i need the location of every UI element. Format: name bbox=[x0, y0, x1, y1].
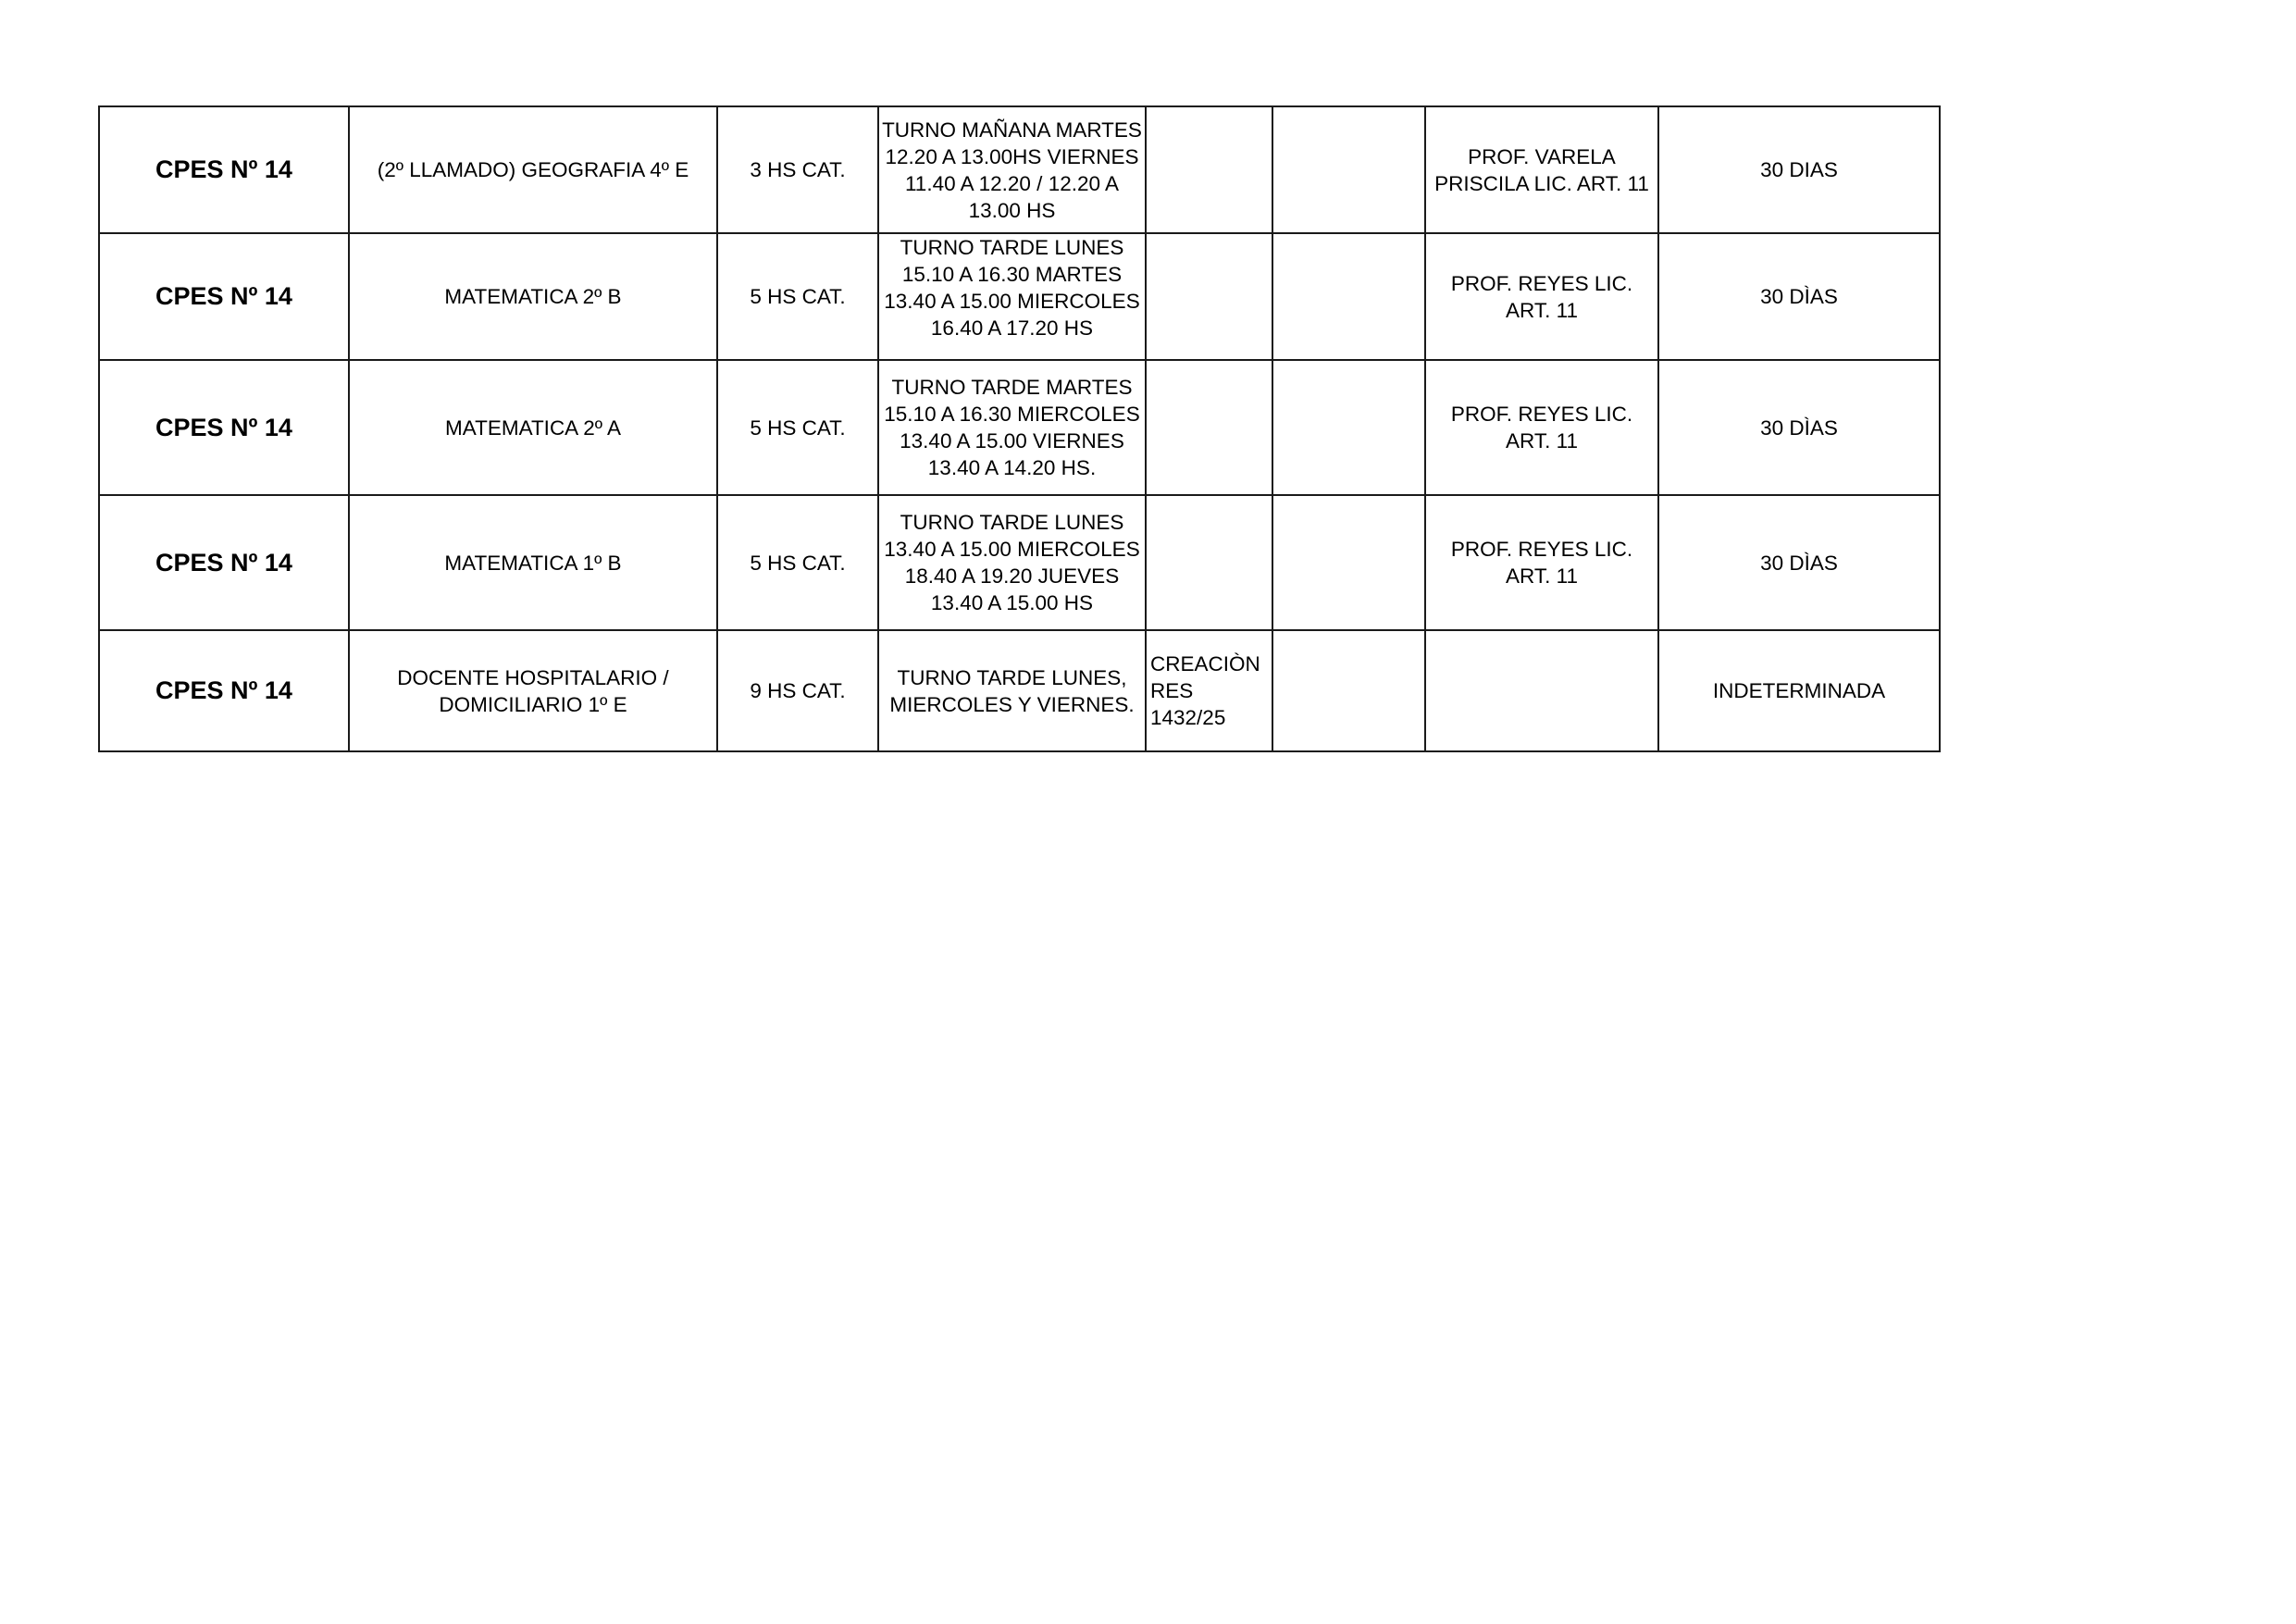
extra-cell bbox=[1272, 233, 1425, 360]
teacher-cell: PROF. REYES LIC. ART. 11 bbox=[1425, 360, 1658, 495]
teacher-cell: PROF. REYES LIC. ART. 11 bbox=[1425, 233, 1658, 360]
subject-cell: (2º LLAMADO) GEOGRAFIA 4º E bbox=[349, 106, 717, 233]
hours-cell: 5 HS CAT. bbox=[717, 233, 878, 360]
hours-cell: 3 HS CAT. bbox=[717, 106, 878, 233]
school-cell: CPES Nº 14 bbox=[99, 106, 349, 233]
duration-cell: 30 DÌAS bbox=[1658, 360, 1940, 495]
schedule-text: TURNO TARDE LUNES 15.10 A 16.30 MARTES 13.40 A 15.00 MIERCOLES 16.40 A 17.20 HS bbox=[884, 236, 1140, 340]
teacher-cell bbox=[1425, 630, 1658, 751]
subject-cell: MATEMATICA 1º B bbox=[349, 495, 717, 630]
table-row bbox=[99, 233, 1940, 360]
schedule-cell: TURNO TARDE LUNES 13.40 A 15.00 MIERCOLES 18.40 A 19.20 JUEVES 13.40 A 15.00 HS bbox=[878, 495, 1146, 630]
table-row bbox=[99, 360, 1940, 495]
note-cell bbox=[1146, 106, 1272, 233]
schedule-cell: TURNO TARDE LUNES, MIERCOLES Y VIERNES. bbox=[878, 630, 1146, 751]
duration-cell: 30 DÌAS bbox=[1658, 233, 1940, 360]
school-cell: CPES Nº 14 bbox=[99, 495, 349, 630]
subject-cell: MATEMATICA 2º A bbox=[349, 360, 717, 495]
school-cell: CPES Nº 14 bbox=[99, 360, 349, 495]
table-row bbox=[99, 495, 1940, 630]
schedule-cell: TURNO TARDE MARTES 15.10 A 16.30 MIERCOLES 13.40 A 15.00 VIERNES 13.40 A 14.20 HS. bbox=[878, 360, 1146, 495]
school-cell: CPES Nº 14 bbox=[99, 233, 349, 360]
extra-cell bbox=[1272, 106, 1425, 233]
duration-cell: 30 DIAS bbox=[1658, 106, 1940, 233]
hours-cell: 9 HS CAT. bbox=[717, 630, 878, 751]
extra-cell bbox=[1272, 360, 1425, 495]
teacher-cell: PROF. VARELA PRISCILA LIC. ART. 11 bbox=[1425, 106, 1658, 233]
extra-cell bbox=[1272, 495, 1425, 630]
hours-cell: 5 HS CAT. bbox=[717, 360, 878, 495]
teacher-cell: PROF. REYES LIC. ART. 11 bbox=[1425, 495, 1658, 630]
table-row bbox=[99, 630, 1940, 751]
hours-cell: 5 HS CAT. bbox=[717, 495, 878, 630]
note-cell bbox=[1146, 233, 1272, 360]
extra-cell bbox=[1272, 630, 1425, 751]
vacancy-table bbox=[98, 105, 1941, 752]
duration-cell: INDETERMINADA bbox=[1658, 630, 1940, 751]
duration-cell: 30 DÌAS bbox=[1658, 495, 1940, 630]
note-cell: CREACIÒN RES 1432/25 bbox=[1146, 630, 1272, 751]
note-cell bbox=[1146, 495, 1272, 630]
school-cell: CPES Nº 14 bbox=[99, 630, 349, 751]
subject-cell: DOCENTE HOSPITALARIO / DOMICILIARIO 1º E bbox=[349, 630, 717, 751]
schedule-cell: TURNO MAÑANA MARTES 12.20 A 13.00HS VIERNES 11.40 A 12.20 / 12.20 A 13.00 HS bbox=[878, 106, 1146, 233]
schedule-cell bbox=[878, 233, 1146, 360]
table-row bbox=[99, 106, 1940, 233]
subject-cell: MATEMATICA 2º B bbox=[349, 233, 717, 360]
note-cell bbox=[1146, 360, 1272, 495]
